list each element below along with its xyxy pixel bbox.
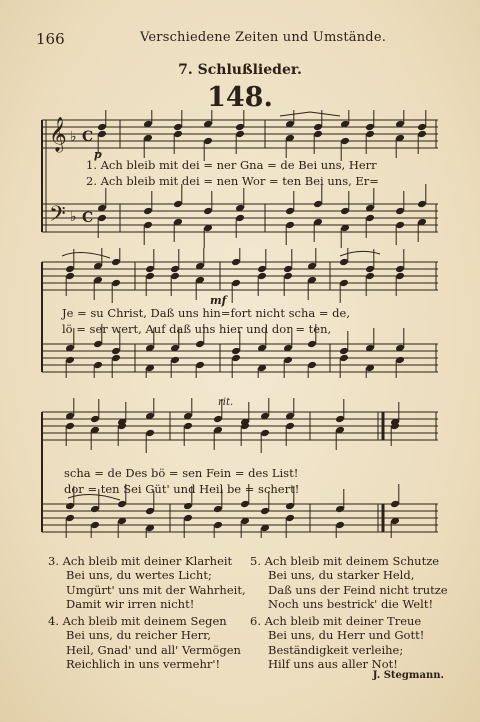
verse-4 xyxy=(48,614,241,672)
verse-line: Bei uns, du starker Held, xyxy=(268,568,415,583)
verse-line: Umgürt' uns mit der Wahrheit, xyxy=(66,582,246,597)
verse-5 xyxy=(250,554,448,612)
verse-line: 5. Ach bleib mit deinem Schutze xyxy=(250,554,440,568)
lyric-line-5: scha = de Des bö = sen Fein = des List! xyxy=(64,466,299,480)
svg-text:C: C xyxy=(82,210,94,226)
hymn-number: 148. xyxy=(207,82,273,113)
ritardando-mark: rit. xyxy=(218,397,234,408)
running-title: Verschiedene Zeiten und Umstände. xyxy=(140,30,387,45)
dynamic-mf: mf xyxy=(210,294,227,307)
section-title: 7. Schlußlieder. xyxy=(178,62,302,78)
dynamic-p: p xyxy=(94,148,102,161)
verse-line: Daß uns der Feind nicht trutze xyxy=(268,582,448,597)
verse-3 xyxy=(48,554,246,612)
verse-line: 6. Ach bleib mit deiner Treue xyxy=(250,614,422,628)
verse-line: Beständigkeit verleihe; xyxy=(268,642,404,657)
verse-line: Heil, Gnad' und all' Vermögen xyxy=(66,642,241,657)
verse-line: Reichlich in uns vermehr'! xyxy=(66,657,221,672)
verse-line: Damit wir irren nicht! xyxy=(66,597,195,612)
lyric-line-6: dor = ten Sei Güt' und Heil be = schert! xyxy=(64,482,300,496)
svg-text:♭: ♭ xyxy=(70,209,77,225)
verse-line: Hilf uns aus aller Not! xyxy=(268,657,398,672)
verse-line: Bei uns, du Herr und Gott! xyxy=(268,628,425,643)
svg-text:C: C xyxy=(82,129,94,145)
svg-text:𝄞: 𝄞 xyxy=(49,117,67,152)
lyric-line-4: lö = ser wert, Auf daß uns hier und dor = ten, xyxy=(62,322,332,336)
lyric-line-2: 2. Ach bleib mit dei = nen Wor = ten Bei uns, Er= xyxy=(86,174,379,188)
verse-line: 3. Ach bleib mit deiner Klarheit xyxy=(48,554,233,568)
verse-line: Noch uns bestrick' die Welt! xyxy=(268,597,434,612)
verse-line: Bei uns, du wertes Licht; xyxy=(66,568,212,583)
author-credit: J. Stegmann. xyxy=(372,670,444,681)
verse-6 xyxy=(250,614,424,672)
verse-line: Bei uns, du reicher Herr, xyxy=(66,628,212,643)
svg-text:𝄢: 𝄢 xyxy=(49,202,66,232)
lyric-line-3: Je = su Christ, Daß uns hin=fort nicht scha = de, xyxy=(62,306,350,320)
svg-text:♭: ♭ xyxy=(70,129,77,145)
lyric-line-1: 1. Ach bleib mit dei = ner Gna = de Bei uns, Herr xyxy=(86,158,377,172)
verse-line: 4. Ach bleib mit deinem Segen xyxy=(48,614,227,628)
page-number: 166 xyxy=(36,30,65,48)
